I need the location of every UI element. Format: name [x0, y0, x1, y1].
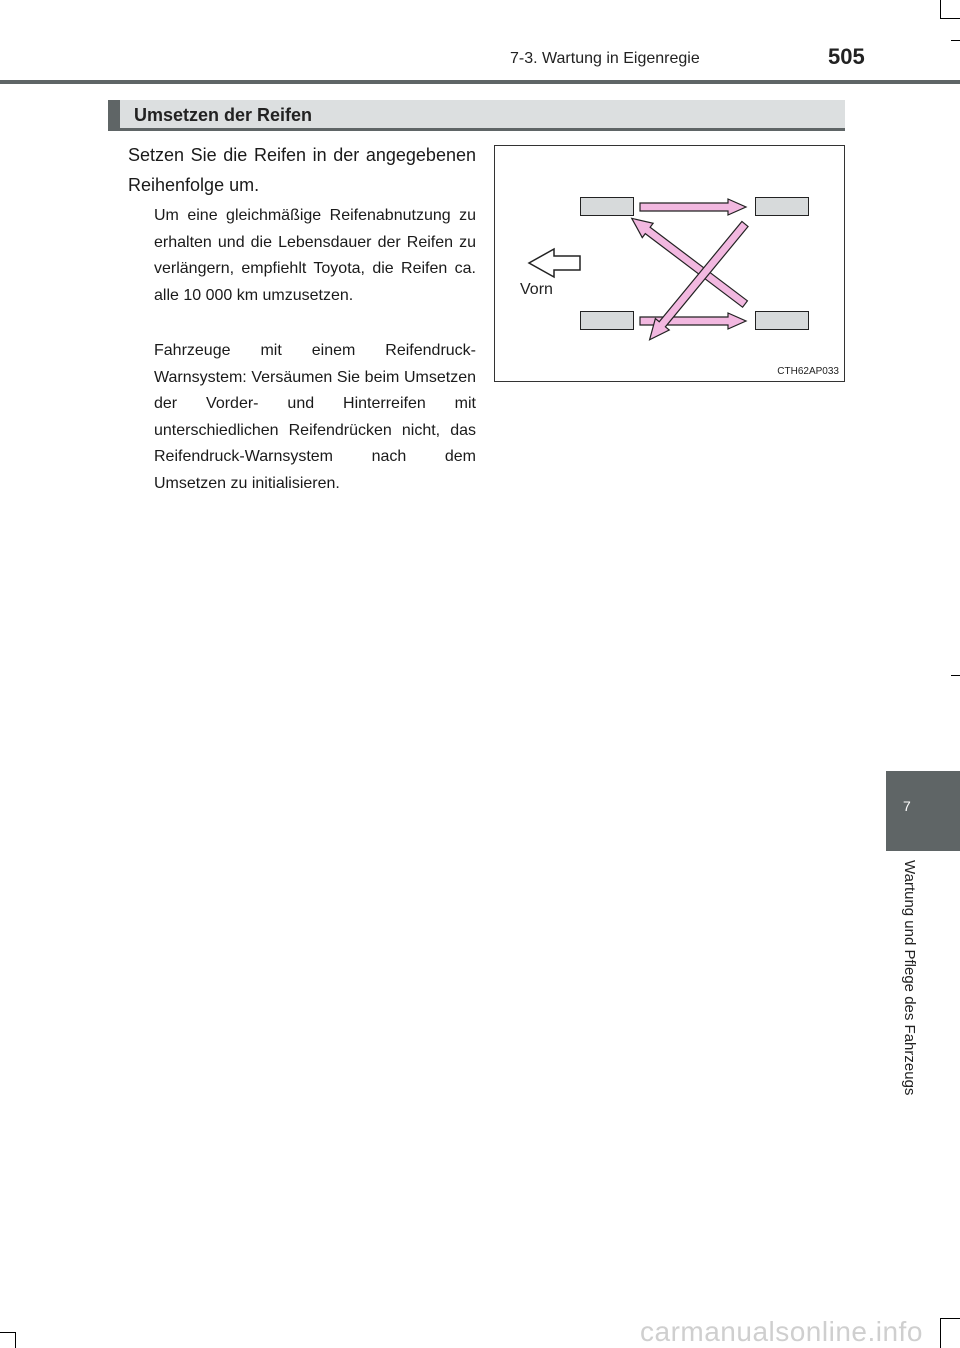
crop-mark — [940, 1318, 941, 1348]
crop-mark — [940, 1318, 960, 1319]
crop-mark — [0, 1332, 16, 1333]
header-divider — [0, 80, 960, 84]
watermark: carmanualsonline.info — [640, 1316, 923, 1347]
crop-mark — [940, 18, 960, 19]
tire-rear-left — [580, 311, 634, 330]
front-label: Vorn — [520, 281, 553, 298]
crop-mark — [940, 0, 941, 18]
tire-front-left — [580, 197, 634, 216]
arrow-front-left-to-front-right — [640, 199, 746, 215]
chapter-tab — [886, 771, 960, 851]
tire-rear-right — [755, 311, 809, 330]
paragraph-tpms-note: Fahrzeuge mit einem Reifendruck-Warnsystem: Versäumen Sie beim Umsetzen der Vorder- und Hinterreifen mit unterschiedlichen Reifendrücken nicht, das Reifendruck-Warnsystem nach dem Umsetzen zu initialisieren. — [154, 342, 476, 492]
crop-mark — [951, 675, 960, 676]
section-heading-bar — [108, 100, 845, 131]
tire-front-right — [755, 197, 809, 216]
intro-text: Setzen Sie die Reifen in der angegebenen Reihenfolge um. — [128, 145, 476, 195]
section-title: Umsetzen der Reifen — [134, 105, 313, 125]
chapter-label: Wartung und Pflege des Fahrzeugs — [901, 860, 918, 1096]
header-section-title: 7-3. Wartung in Eigenregie — [510, 50, 700, 67]
chapter-number: 7 — [903, 798, 911, 814]
tire-rotation-figure — [494, 145, 845, 382]
paragraph-rotation-interval: Um eine gleichmäßige Reifenabnutzung zu erhalten und die Lebensdauer der Reifen zu verlängern, empfiehlt Toyota, die Reifen ca. alle 10 000 km umzusetzen. — [154, 207, 476, 304]
crop-mark — [15, 1332, 16, 1348]
page-number: 505 — [828, 44, 865, 69]
rotation-arrows — [495, 146, 846, 383]
crop-mark — [951, 40, 960, 41]
figure-code: CTH62AP033 — [777, 366, 839, 377]
front-direction-arrow — [529, 249, 580, 277]
